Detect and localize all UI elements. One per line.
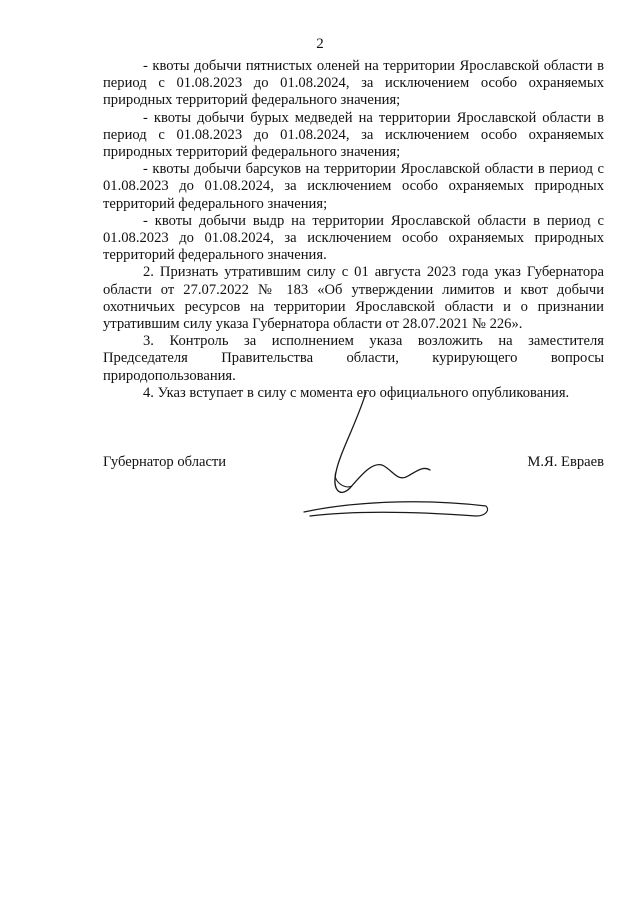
page-number: 2 (316, 36, 324, 52)
paragraph-otter-quota: - квоты добычи выдр на территории Ярославской области в период с 01.08.2023 до 01.08.2024, за исключением особо охраняемых природных территорий федерального значения. (103, 212, 604, 264)
paragraph-bear-quota: - квоты добычи бурых медведей на территории Ярославской области в период с 01.08.2023 до 01.08.2024, за исключением особо охраняемых природных территорий федерального значения; (103, 109, 604, 161)
signer-position: Губернатор области (103, 454, 227, 470)
handwritten-signature (300, 390, 500, 530)
paragraph-repeal-clause: 2. Признать утратившим силу с 01 августа 2023 года указ Губернатора области от 27.07.2022 № 183 «Об утверждении лимитов и квот добычи охотничьих ресурсов на территории Ярославской области и о признании утратившим силу указа Губернатора области от 28.07.2021 № 226». (103, 264, 604, 333)
paragraph-effective-clause: 4. Указ вступает в силу с момента его официального опубликования. (143, 384, 570, 401)
paragraph-control-clause: 3. Контроль за исполнением указа возложить на заместителя Председателя Правительства области, курирующего вопросы природопользования. (103, 333, 604, 384)
paragraph-badger-quota: - квоты добычи барсуков на территории Ярославской области в период с 01.08.2023 до 01.08.2024, за исключением особо охраняемых природных территорий федерального значения; (103, 161, 604, 212)
paragraph-deer-quota: - квоты добычи пятнистых оленей на территории Ярославской области в период с 01.08.2023 до 01.08.2024, за исключением особо охраняемых природных территорий федерального значения; (103, 58, 604, 109)
document-body (103, 58, 604, 402)
signer-name: М.Я. Евраев (527, 454, 604, 470)
